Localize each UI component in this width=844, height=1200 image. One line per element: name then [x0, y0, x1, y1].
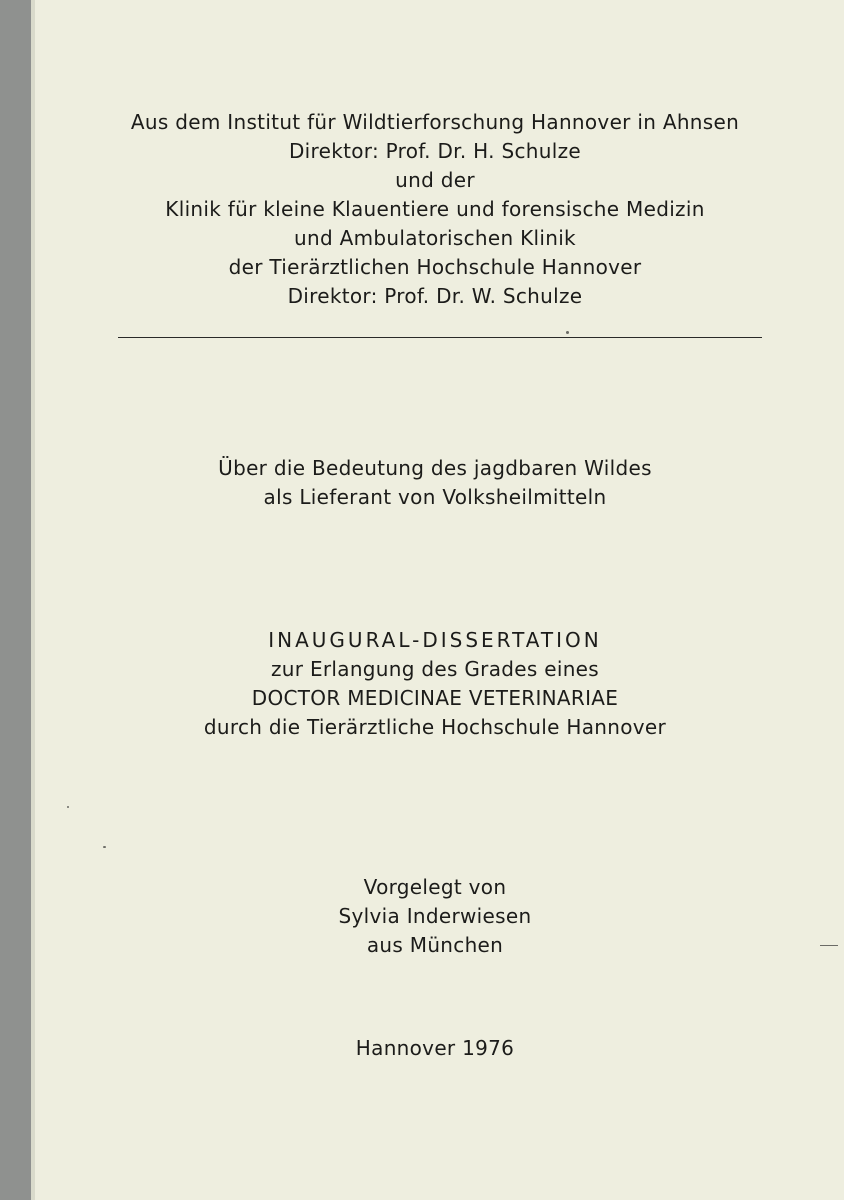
dissertation-title [0, 454, 844, 512]
title-line-1: Über die Bedeutung des jagdbaren Wildes [218, 456, 652, 480]
paper-speck [566, 331, 569, 334]
paper-speck [67, 806, 69, 808]
degree-line-1: zur Erlangung des Grades eines [271, 657, 599, 681]
header-line-school: der Tierärztlichen Hochschule Hannover [228, 255, 642, 279]
header-line-director-2: Direktor: Prof. Dr. W. Schulze [287, 284, 583, 308]
institution-header [0, 108, 844, 311]
dissertation-block [0, 626, 844, 742]
paper-speck [103, 846, 106, 848]
degree-line-3: durch die Tierärztliche Hochschule Hannover [203, 715, 667, 739]
header-line-ambulatory: und Ambulatorischen Klinik [294, 226, 576, 250]
header-line-and: und der [395, 168, 475, 192]
title-line-2: als Lieferant von Volksheilmitteln [263, 485, 607, 509]
author-block [0, 873, 844, 960]
imprint [0, 1034, 844, 1063]
paper-speck [820, 945, 838, 946]
author-origin: aus München [366, 933, 504, 957]
author-name: Sylvia Inderwiesen [338, 904, 532, 928]
place-year: Hannover 1976 [355, 1036, 515, 1060]
degree-line-2: DOCTOR MEDICINAE VETERINARIAE [251, 686, 619, 710]
header-line-director-1: Direktor: Prof. Dr. H. Schulze [288, 139, 581, 163]
horizontal-rule [118, 337, 762, 338]
submitted-by: Vorgelegt von [363, 875, 507, 899]
dissertation-heading: INAUGURAL-DISSERTATION [268, 628, 602, 652]
header-line-clinic: Klinik für kleine Klauentiere und forensische Medizin [165, 197, 705, 221]
header-line-institute: Aus dem Institut für Wildtierforschung Hannover in Ahnsen [130, 110, 740, 134]
